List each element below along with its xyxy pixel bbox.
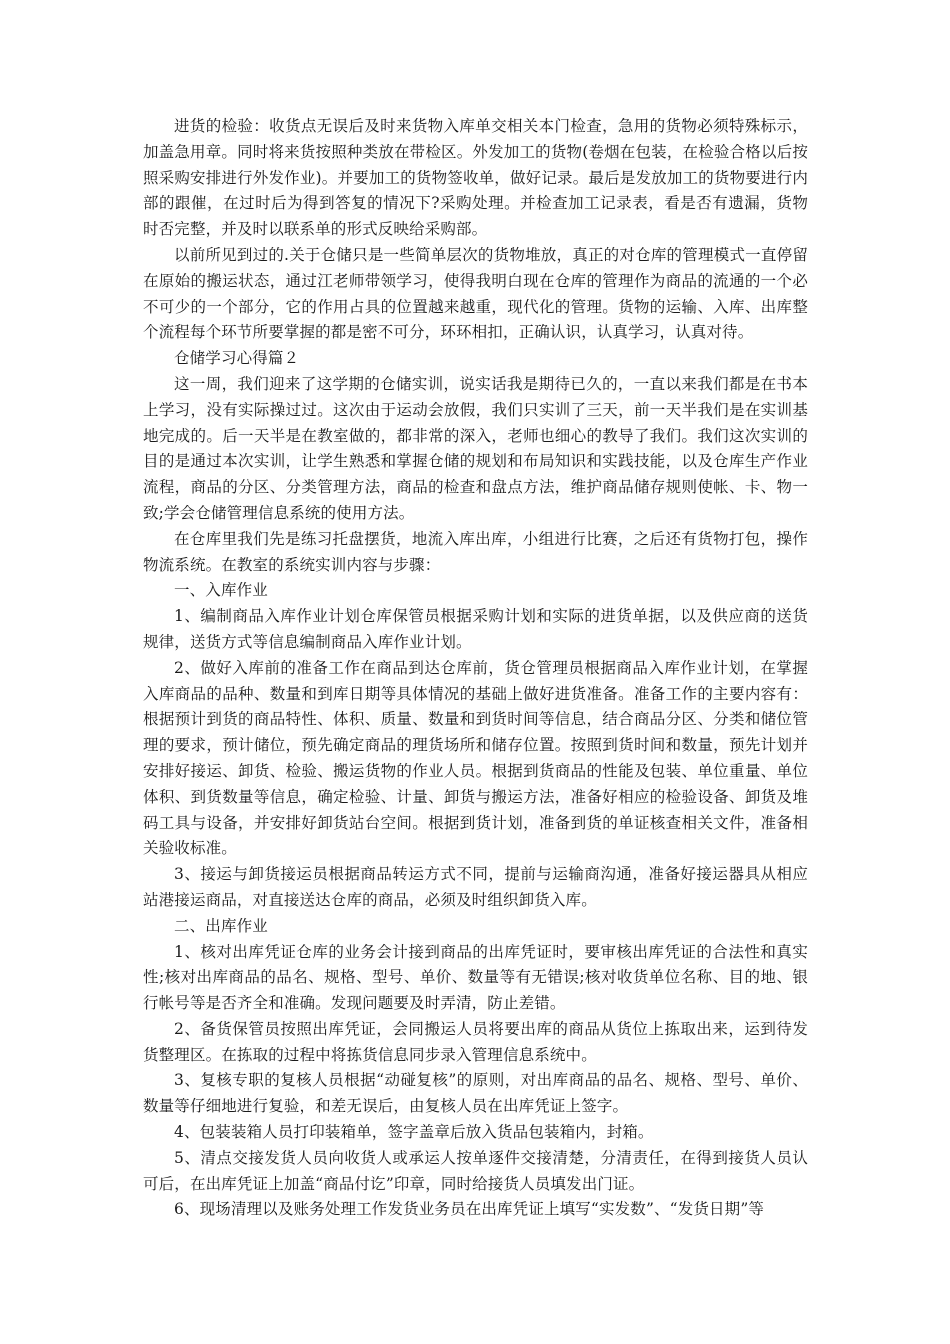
subheading-inbound: 一、入库作业 xyxy=(174,581,268,600)
list-item-inbound-3: 3、接运与卸货接运员根据商品转运方式不同，提前与运输商沟通，准备好接运器具从相应站港接运商品，对直接送达仓库的商品，必须及时组织卸货入库。 xyxy=(143,865,808,909)
list-item-outbound-2: 2、备货保管员按照出库凭证，会同搬运人员将要出库的商品从货位上拣取出来，运到待发货整理区。在拣取的过程中将拣货信息同步录入管理信息系统中。 xyxy=(143,1019,808,1064)
paragraph-warehouse-practice: 在仓库里我们先是练习托盘摆货，地流入库出库，小组进行比赛，之后还有货物打包，操作物流系统。在教室的系统实训内容与步骤： xyxy=(143,529,808,574)
list-item-outbound-1: 1、核对出库凭证仓库的业务会计接到商品的出库凭证时，要审核出库凭证的合法性和真实性;核对出库商品的品名、规格、型号、单价、数量等有无错误;核对收货单位名称、目的地、银行帐号等是否齐全和准确。发现问题要及时弄清，防止差错。 xyxy=(143,942,808,1013)
paragraph-intro: 这一周，我们迎来了这学期的仓储实训，说实话我是期待已久的，一直以来我们都是在书本上学习，没有实际操过过。这次由于运动会放假，我们只实训了三天，前一天半我们是在实训基地完成的。后一天半是在教室做的，都非常的深入，老师也细心的教导了我们。我们这次实训的目的是通过本次实训，让学生熟悉和掌握仓储的规划和布局知识和实践技能，以及仓库生产作业流程，商品的分区、分类管理方法，商品的检查和盘点方法，维护商品储存规则使帐、卡、物一致;学会仓储管理信息系统的使用方法。 xyxy=(143,374,808,522)
document-body xyxy=(143,114,808,1223)
paragraph-reflection: 以前所见到过的.关于仓储只是一些简单层次的货物堆放，真正的对仓库的管理模式一直停留在原始的搬运状态，通过江老师带领学习，使得我明白现在仓库的管理作为商品的流通的一个必不可少的一个部分，它的作用占具的位置越来越重，现代化的管理。货物的运输、入库、出库整个流程每个环节所要掌握的都是密不可分，环环相扣，正确认识，认真学习，认真对待。 xyxy=(143,245,808,342)
list-item-inbound-1: 1、编制商品入库作业计划仓库保管员根据采购计划和实际的进货单据，以及供应商的送货规律，送货方式等信息编制商品入库作业计划。 xyxy=(143,607,808,651)
list-item-outbound-3: 3、复核专职的复核人员根据“动碰复核”的原则，对出库商品的品名、规格、型号、单价、数量等仔细地进行复验，和差无误后，由复核人员在出库凭证上签字。 xyxy=(143,1071,808,1116)
list-item-outbound-6: 6、现场清理以及账务处理工作发货业务员在出库凭证上填写“实发数”、“发货日期”等 xyxy=(174,1200,765,1219)
subheading-outbound: 二、出库作业 xyxy=(174,916,268,935)
list-item-outbound-4: 4、包装装箱人员打印装箱单，签字盖章后放入货品包装箱内，封箱。 xyxy=(174,1123,654,1142)
list-item-inbound-2: 2、做好入库前的准备工作在商品到达仓库前，货仓管理员根据商品入库作业计划，在掌握入库商品的品种、数量和到库日期等具体情况的基础上做好进货准备。准备工作的主要内容有：根据预计到货的商品特性、体积、质量、数量和到货时间等信息，结合商品分区、分类和储位管理的要求，预计储位，预先确定商品的理货场所和储存位置。按照到货时间和数量，预先计划并安排好接运、卸货、检验、搬运货物的作业人员。根据到货商品的性能及包装、单位重量、单位体积、到货数量等信息，确定检验、计量、卸货与搬运方法，准备好相应的检验设备、卸货及堆码工具与设备，并安排好卸货站台空间。根据到货计划，准备到货的单证核查相关文件，准备相关验收标准。 xyxy=(143,658,808,858)
section-title: 仓储学习心得篇２ xyxy=(174,349,300,368)
paragraph-inspection: 进货的检验：收货点无误后及时来货物入库单交相关本门检查，急用的货物必须特殊标示，加盖急用章。同时将来货按照种类放在带检区。外发加工的货物(卷烟在包装，在检验合格以后按照采购安排进行外发作业)。并要加工的货物签收单，做好记录。最后是发放加工的货物要进行内部的跟催，在过时后为得到答复的情况下?采购处理。并检查加工记录表，看是否有遗漏，货物时否完整，并及时以联系单的形式反映给采购部。 xyxy=(143,117,808,239)
list-item-outbound-5: 5、清点交接发货人员向收货人或承运人按单逐件交接清楚，分清责任，在得到接货人员认可后，在出库凭证上加盖“商品付讫”印章，同时给接货人员填发出门证。 xyxy=(143,1148,808,1193)
